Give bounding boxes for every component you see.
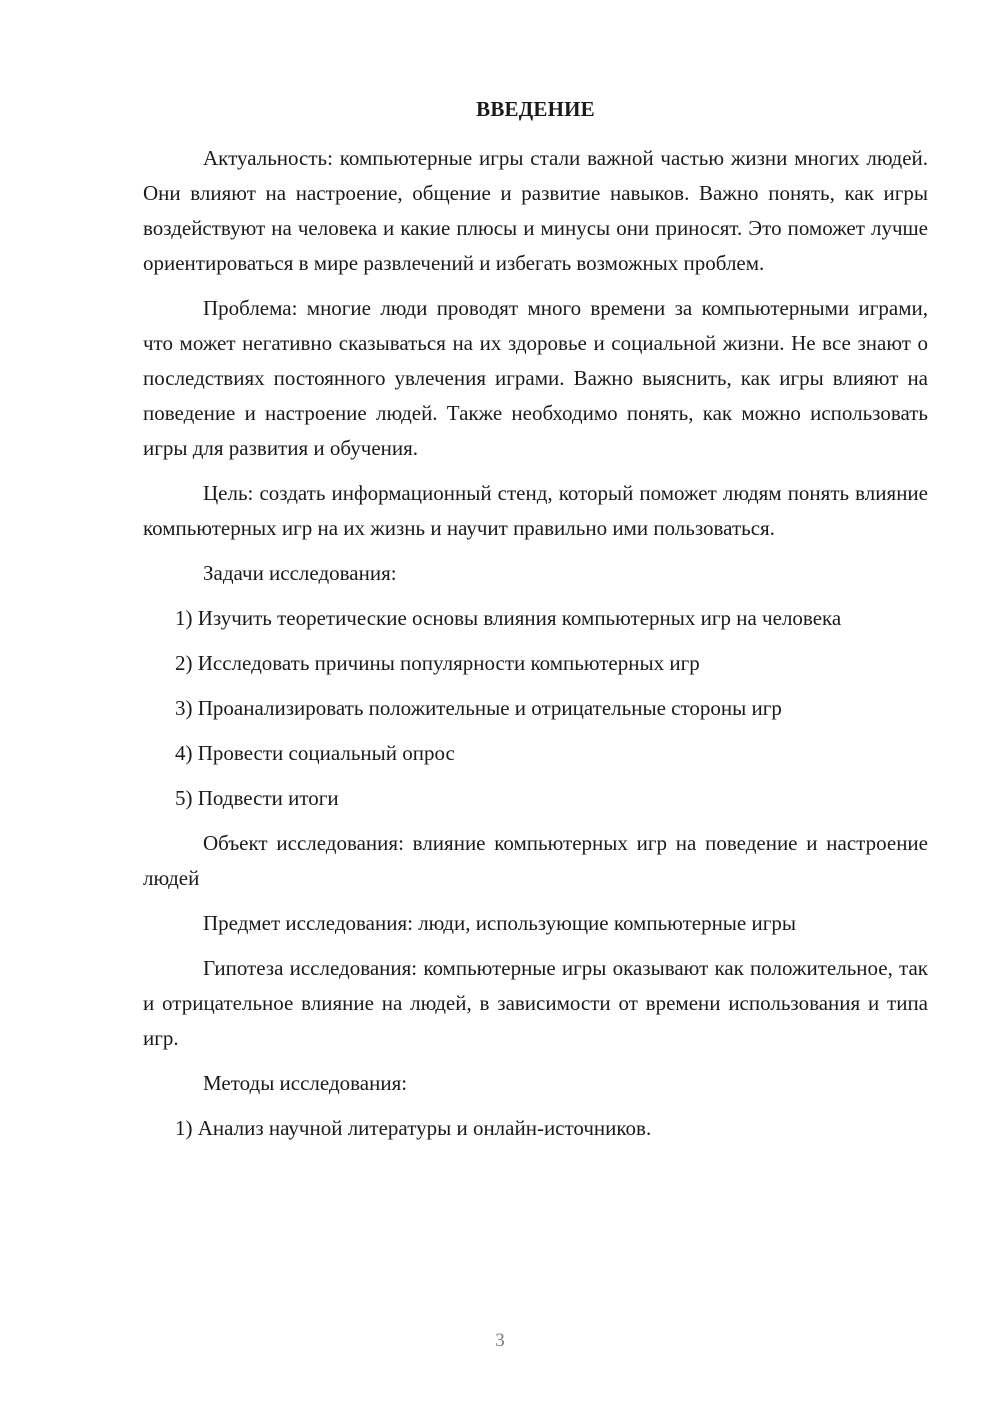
subject-paragraph: Предмет исследования: люди, использующие компьютерные игры	[203, 911, 796, 935]
task-item-5: 5) Подвести итоги	[175, 786, 339, 810]
method-item-1: 1) Анализ научной литературы и онлайн-источников.	[175, 1116, 652, 1140]
hypothesis-paragraph: Гипотеза исследования: компьютерные игры оказывают как положительное, так и отрицательное влияние на людей, в зависимости от времени использования и типа игр.	[143, 956, 928, 1050]
methods-heading: Методы исследования:	[203, 1071, 408, 1095]
document-page	[143, 92, 928, 1156]
section-title: ВВЕДЕНИЕ	[476, 97, 595, 121]
page-number: 3	[495, 1330, 505, 1351]
task-item-3: 3) Проанализировать положительные и отрицательные стороны игр	[175, 696, 782, 720]
task-item-4: 4) Провести социальный опрос	[175, 741, 455, 765]
relevance-paragraph: Актуальность: компьютерные игры стали важной частью жизни многих людей. Они влияют на настроение, общение и развитие навыков. Важно понять, как игры воздействуют на человека и какие плюсы и минусы они приносят. Это поможет лучше ориентироваться в мире развлечений и избегать возможных проблем.	[143, 146, 928, 275]
task-item-2: 2) Исследовать причины популярности компьютерных игр	[175, 651, 700, 675]
goal-paragraph: Цель: создать информационный стенд, который поможет людям понять влияние компьютерных игр на их жизнь и научит правильно ими пользоваться.	[143, 481, 928, 540]
task-item-1: 1) Изучить теоретические основы влияния компьютерных игр на человека	[175, 606, 842, 630]
problem-paragraph: Проблема: многие люди проводят много времени за компьютерными играми, что может негативно сказываться на их здоровье и социальной жизни. Не все знают о последствиях постоянного увлечения играми. Важно выяснить, как игры влияют на поведение и настроение людей. Также необходимо понять, как можно использовать игры для развития и обучения.	[143, 296, 928, 460]
object-paragraph: Объект исследования: влияние компьютерных игр на поведение и настроение людей	[143, 831, 928, 890]
tasks-heading: Задачи исследования:	[203, 561, 397, 585]
